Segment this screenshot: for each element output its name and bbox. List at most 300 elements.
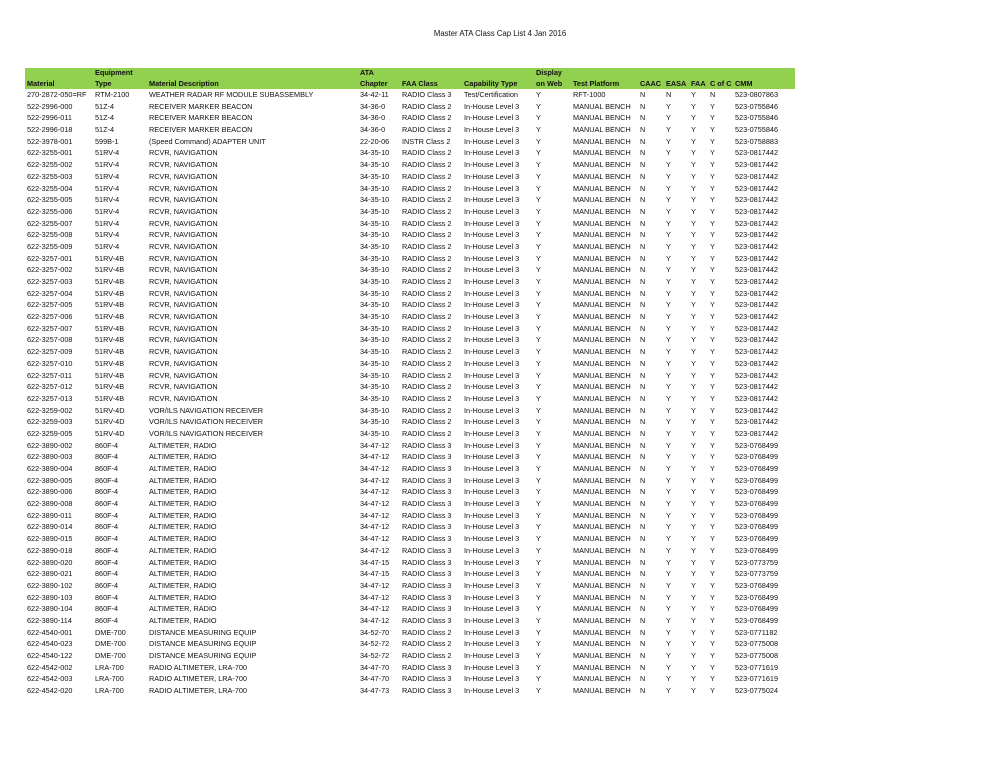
cell-faa-class: RADIO Class 2	[402, 358, 452, 368]
cell-material-description: RCVR, NAVIGATION	[149, 218, 218, 228]
cell-material: 622-3255-004	[27, 183, 73, 193]
cell-cmm: 523-0817442	[735, 393, 779, 403]
cell-display-on-web: Y	[536, 686, 541, 696]
cell-test-platform: MANUAL BENCH	[573, 393, 631, 403]
cell-capability-type: In-House Level 3	[464, 218, 520, 228]
cell-faa: Y	[691, 662, 696, 672]
cell-caac: N	[640, 288, 646, 298]
cell-material: 622-3890-003	[27, 452, 73, 462]
cell-equipment-type: 860F-4	[95, 545, 119, 555]
table-row	[25, 288, 795, 300]
cell-material: 270-2872-050=RF	[27, 90, 87, 99]
cell-cmm: 523-0768499	[735, 464, 779, 473]
cell-faa-class: RADIO Class 2	[402, 113, 452, 123]
cell-cmm: 523-0773759	[735, 569, 779, 579]
cell-caac: N	[640, 358, 646, 368]
table-row	[25, 510, 795, 522]
cell-capability-type: In-House Level 3	[464, 347, 520, 357]
table-row	[25, 545, 795, 557]
cell-easa: Y	[666, 615, 671, 625]
table-row	[25, 638, 795, 650]
cell-c-of-c: Y	[710, 288, 715, 298]
cell-faa: Y	[691, 90, 696, 99]
cell-material-description: RCVR, NAVIGATION	[149, 347, 218, 357]
cell-c-of-c: Y	[710, 218, 715, 228]
cell-faa: Y	[691, 545, 696, 555]
cell-material: 622-3259-005	[27, 428, 73, 438]
cell-easa: Y	[666, 452, 671, 462]
cell-ata-chapter: 34-35-10	[360, 417, 390, 427]
cell-test-platform: MANUAL BENCH	[573, 452, 631, 462]
cell-material: 622-3255-009	[27, 241, 73, 251]
cell-material: 622-3257-009	[27, 347, 73, 357]
cell-cmm: 523-0768499	[735, 475, 779, 485]
cell-c-of-c: Y	[710, 277, 715, 286]
cell-c-of-c: Y	[710, 674, 715, 684]
cell-equipment-type: 51RV-4D	[95, 428, 125, 438]
cell-cmm: 523-0817442	[735, 428, 779, 438]
cell-faa-class: RADIO Class 2	[402, 323, 452, 333]
cell-material-description: VOR/ILS NAVIGATION RECEIVER	[149, 428, 264, 438]
cell-ata-chapter: 34-35-10	[360, 300, 390, 310]
cell-display-on-web: Y	[536, 604, 541, 614]
cell-material: 622-3257-002	[27, 265, 73, 275]
cell-faa-class: RADIO Class 2	[402, 300, 452, 310]
cell-equipment-type: 51RV-4B	[95, 253, 125, 263]
cell-equipment-type: 51Z-4	[95, 101, 115, 111]
cell-ata-chapter: 34-35-10	[360, 288, 390, 298]
cell-material: 622-3890-014	[27, 522, 73, 532]
table-row	[25, 370, 795, 382]
cell-ata-chapter: 34-35-10	[360, 160, 390, 170]
cell-faa: Y	[691, 686, 696, 696]
cell-capability-type: In-House Level 3	[464, 487, 520, 497]
cell-cmm: 523-0817442	[735, 206, 779, 216]
table-row	[25, 136, 795, 148]
cell-material: 522-2996-018	[27, 125, 73, 135]
table-row	[25, 159, 795, 171]
table-row	[25, 498, 795, 510]
cell-equipment-type: 51RV-4B	[95, 335, 125, 345]
cell-display-on-web: Y	[536, 347, 541, 357]
cell-faa: Y	[691, 206, 696, 216]
cell-test-platform: MANUAL BENCH	[573, 136, 631, 146]
cell-capability-type: In-House Level 3	[464, 440, 520, 450]
cell-capability-type: In-House Level 3	[464, 300, 520, 310]
cell-material: 622-3890-103	[27, 592, 73, 602]
cell-faa-class: RADIO Class 2	[402, 651, 452, 660]
cell-equipment-type: 51RV-4B	[95, 288, 125, 298]
header-equipment-type: Type	[95, 78, 112, 88]
cell-equipment-type: LRA-700	[95, 662, 124, 672]
cell-material: 622-3257-006	[27, 312, 73, 322]
cell-easa: Y	[666, 312, 671, 322]
cell-display-on-web: Y	[536, 627, 541, 637]
cell-faa: Y	[691, 253, 696, 263]
header-equipment-type: Equipment	[95, 68, 133, 77]
cell-caac: N	[640, 686, 646, 696]
table-row	[25, 194, 795, 206]
cell-test-platform: MANUAL BENCH	[573, 545, 631, 555]
cell-c-of-c: Y	[710, 253, 715, 263]
cell-easa: Y	[666, 639, 671, 649]
cell-faa-class: RADIO Class 2	[402, 171, 452, 181]
cell-easa: Y	[666, 662, 671, 672]
cell-material: 622-3890-005	[27, 475, 73, 485]
cell-ata-chapter: 34-35-10	[360, 428, 390, 438]
cell-c-of-c: Y	[710, 370, 715, 380]
cell-test-platform: MANUAL BENCH	[573, 265, 631, 275]
cell-material-description: RECEIVER MARKER BEACON	[149, 125, 253, 135]
cell-faa-class: RADIO Class 2	[402, 218, 452, 228]
cell-c-of-c: Y	[710, 522, 715, 532]
cell-ata-chapter: 34-47-12	[360, 534, 390, 544]
cell-capability-type: In-House Level 3	[464, 265, 520, 275]
cell-easa: Y	[666, 522, 671, 532]
cell-cmm: 523-0775008	[735, 651, 779, 660]
cell-material-description: DISTANCE MEASURING EQUIP	[149, 627, 257, 637]
cell-faa-class: RADIO Class 2	[402, 241, 452, 251]
cell-test-platform: MANUAL BENCH	[573, 253, 631, 263]
cell-display-on-web: Y	[536, 288, 541, 298]
cell-display-on-web: Y	[536, 464, 541, 473]
table-row	[25, 183, 795, 195]
table-row	[25, 264, 795, 276]
cell-material-description: ALTIMETER, RADIO	[149, 557, 217, 567]
cell-caac: N	[640, 557, 646, 567]
cell-faa: Y	[691, 136, 696, 146]
cell-display-on-web: Y	[536, 277, 541, 286]
cell-easa: Y	[666, 195, 671, 205]
cell-material: 622-3890-104	[27, 604, 73, 614]
cell-capability-type: In-House Level 3	[464, 510, 520, 520]
cell-faa-class: RADIO Class 2	[402, 288, 452, 298]
cell-faa: Y	[691, 288, 696, 298]
table-row	[25, 603, 795, 615]
cell-material-description: ALTIMETER, RADIO	[149, 499, 217, 509]
table-row	[25, 463, 795, 475]
cell-cmm: 523-0768499	[735, 592, 779, 602]
cell-material-description: RCVR, NAVIGATION	[149, 277, 218, 286]
cell-test-platform: MANUAL BENCH	[573, 417, 631, 427]
cell-faa-class: RADIO Class 3	[402, 604, 452, 614]
cell-faa: Y	[691, 639, 696, 649]
cell-cmm: 523-0817442	[735, 265, 779, 275]
cell-faa-class: RADIO Class 2	[402, 253, 452, 263]
cell-material: 622-4542-020	[27, 686, 73, 696]
cell-caac: N	[640, 382, 646, 392]
cell-capability-type: In-House Level 3	[464, 674, 520, 684]
cell-material-description: RCVR, NAVIGATION	[149, 171, 218, 181]
cell-display-on-web: Y	[536, 651, 541, 660]
cell-material: 622-4542-002	[27, 662, 73, 672]
cell-c-of-c: Y	[710, 604, 715, 614]
table-row	[25, 311, 795, 323]
cell-equipment-type: RTM-2100	[95, 90, 130, 99]
cell-easa: Y	[666, 183, 671, 193]
cell-faa: Y	[691, 183, 696, 193]
cell-caac: N	[640, 253, 646, 263]
cell-material: 522-2996-000	[27, 101, 73, 111]
cell-capability-type: In-House Level 3	[464, 464, 520, 473]
cell-faa-class: RADIO Class 2	[402, 277, 452, 286]
cell-faa: Y	[691, 160, 696, 170]
cell-capability-type: In-House Level 3	[464, 195, 520, 205]
cell-material-description: RCVR, NAVIGATION	[149, 288, 218, 298]
table-row	[25, 521, 795, 533]
cell-c-of-c: Y	[710, 113, 715, 123]
header-faa: FAA	[691, 78, 706, 88]
cell-cmm: 523-0771619	[735, 674, 779, 684]
cell-equipment-type: DME-700	[95, 651, 126, 660]
cell-easa: Y	[666, 370, 671, 380]
cell-c-of-c: Y	[710, 428, 715, 438]
cell-cmm: 523-0768499	[735, 580, 779, 590]
cell-faa: Y	[691, 277, 696, 286]
header-faa-class: FAA Class	[402, 78, 438, 88]
cell-test-platform: MANUAL BENCH	[573, 183, 631, 193]
cell-equipment-type: 860F-4	[95, 464, 119, 473]
cell-easa: Y	[666, 136, 671, 146]
cell-material: 622-3890-114	[27, 615, 72, 625]
cell-c-of-c: Y	[710, 487, 715, 497]
cell-caac: N	[640, 160, 646, 170]
cell-caac: N	[640, 218, 646, 228]
cell-caac: N	[640, 347, 646, 357]
cell-test-platform: MANUAL BENCH	[573, 125, 631, 135]
cell-caac: N	[640, 545, 646, 555]
header-material	[25, 68, 93, 79]
cell-equipment-type: 51RV-4	[95, 206, 120, 216]
cell-material-description: ALTIMETER, RADIO	[149, 475, 217, 485]
cell-easa: Y	[666, 253, 671, 263]
cell-caac: N	[640, 639, 646, 649]
table-row	[25, 416, 795, 428]
cell-faa-class: RADIO Class 3	[402, 90, 452, 99]
cell-faa: Y	[691, 428, 696, 438]
cell-capability-type: In-House Level 3	[464, 288, 520, 298]
cell-material: 522-2996-011	[27, 113, 72, 123]
cell-material: 622-3890-004	[27, 464, 73, 473]
cell-c-of-c: Y	[710, 686, 715, 696]
cell-capability-type: In-House Level 3	[464, 312, 520, 322]
header-c-of-c: C of C	[710, 78, 732, 88]
cell-cmm: 523-0768499	[735, 487, 779, 497]
cell-c-of-c: Y	[710, 499, 715, 509]
cell-ata-chapter: 34-47-12	[360, 440, 390, 450]
cell-easa: Y	[666, 686, 671, 696]
cell-faa: Y	[691, 393, 696, 403]
cell-material-description: WEATHER RADAR RF MODULE SUBASSEMBLY	[149, 90, 314, 99]
cell-faa-class: RADIO Class 3	[402, 615, 452, 625]
cell-test-platform: MANUAL BENCH	[573, 510, 631, 520]
table-row	[25, 299, 795, 311]
cell-cmm: 523-0817442	[735, 382, 779, 392]
cell-caac: N	[640, 452, 646, 462]
cell-c-of-c: Y	[710, 452, 715, 462]
cell-ata-chapter: 34-35-10	[360, 393, 390, 403]
cell-caac: N	[640, 277, 646, 286]
cell-faa: Y	[691, 171, 696, 181]
cell-display-on-web: Y	[536, 241, 541, 251]
cell-easa: Y	[666, 101, 671, 111]
cell-easa: Y	[666, 428, 671, 438]
table-row	[25, 323, 795, 335]
cell-test-platform: MANUAL BENCH	[573, 206, 631, 216]
cell-ata-chapter: 34-47-70	[360, 674, 390, 684]
cell-cmm: 523-0817442	[735, 218, 779, 228]
cell-faa: Y	[691, 347, 696, 357]
cell-capability-type: In-House Level 3	[464, 592, 520, 602]
cell-display-on-web: Y	[536, 125, 541, 135]
cell-caac: N	[640, 125, 646, 135]
table-row	[25, 276, 795, 288]
cell-ata-chapter: 34-36-0	[360, 101, 386, 111]
cell-ata-chapter: 34-47-12	[360, 487, 390, 497]
cell-faa: Y	[691, 615, 696, 625]
cell-capability-type: In-House Level 3	[464, 604, 520, 614]
cell-capability-type: In-House Level 3	[464, 452, 520, 462]
cell-c-of-c: Y	[710, 615, 715, 625]
cell-cmm: 523-0817442	[735, 195, 779, 205]
cell-material: 622-3257-005	[27, 300, 73, 310]
table-row	[25, 685, 795, 697]
cell-easa: Y	[666, 382, 671, 392]
cell-material-description: (Speed Command) ADAPTER UNIT	[149, 136, 266, 146]
cell-test-platform: MANUAL BENCH	[573, 370, 631, 380]
cell-ata-chapter: 34-47-12	[360, 545, 390, 555]
cell-equipment-type: 51RV-4D	[95, 405, 125, 415]
cell-caac: N	[640, 312, 646, 322]
cell-capability-type: In-House Level 3	[464, 393, 520, 403]
cell-material-description: ALTIMETER, RADIO	[149, 452, 217, 462]
cell-ata-chapter: 34-35-10	[360, 358, 390, 368]
cell-c-of-c: Y	[710, 300, 715, 310]
cell-display-on-web: Y	[536, 393, 541, 403]
cell-test-platform: MANUAL BENCH	[573, 382, 631, 392]
cell-ata-chapter: 34-47-12	[360, 604, 390, 614]
table-row	[25, 171, 795, 183]
cell-faa-class: RADIO Class 2	[402, 125, 452, 135]
cell-c-of-c: Y	[710, 241, 715, 251]
cell-test-platform: MANUAL BENCH	[573, 627, 631, 637]
cell-test-platform: RFT-1000	[573, 90, 606, 99]
cell-test-platform: MANUAL BENCH	[573, 475, 631, 485]
table-row	[25, 673, 795, 685]
cell-display-on-web: Y	[536, 101, 541, 111]
cell-equipment-type: 860F-4	[95, 580, 119, 590]
cell-capability-type: In-House Level 3	[464, 662, 520, 672]
cell-caac: N	[640, 604, 646, 614]
cell-material-description: RCVR, NAVIGATION	[149, 241, 218, 251]
cell-material-description: ALTIMETER, RADIO	[149, 592, 217, 602]
cell-test-platform: MANUAL BENCH	[573, 522, 631, 532]
cell-caac: N	[640, 171, 646, 181]
cell-ata-chapter: 34-47-12	[360, 475, 390, 485]
cell-faa: Y	[691, 452, 696, 462]
cell-test-platform: MANUAL BENCH	[573, 639, 631, 649]
cell-display-on-web: Y	[536, 592, 541, 602]
cell-caac: N	[640, 662, 646, 672]
cell-ata-chapter: 34-47-12	[360, 580, 390, 590]
cell-material-description: ALTIMETER, RADIO	[149, 569, 217, 579]
cell-caac: N	[640, 569, 646, 579]
table-row	[25, 334, 795, 346]
cell-equipment-type: 51RV-4B	[95, 312, 125, 322]
cell-easa: Y	[666, 405, 671, 415]
cell-cmm: 523-0768499	[735, 452, 779, 462]
cell-caac: N	[640, 592, 646, 602]
cell-test-platform: MANUAL BENCH	[573, 101, 631, 111]
cell-c-of-c: Y	[710, 382, 715, 392]
cell-material-description: RCVR, NAVIGATION	[149, 183, 218, 193]
cell-test-platform: MANUAL BENCH	[573, 288, 631, 298]
cell-cmm: 523-0817442	[735, 183, 779, 193]
table-row	[25, 568, 795, 580]
cell-faa-class: RADIO Class 3	[402, 452, 452, 462]
cell-display-on-web: Y	[536, 218, 541, 228]
cell-equipment-type: 860F-4	[95, 615, 119, 625]
cell-caac: N	[640, 487, 646, 497]
cell-display-on-web: Y	[536, 545, 541, 555]
cell-c-of-c: Y	[710, 545, 715, 555]
cell-cmm: 523-0817442	[735, 288, 779, 298]
cell-material-description: ALTIMETER, RADIO	[149, 615, 217, 625]
cell-faa: Y	[691, 300, 696, 310]
cell-faa: Y	[691, 522, 696, 532]
header-material: Material	[27, 78, 55, 88]
cell-faa-class: RADIO Class 2	[402, 335, 452, 345]
table-row	[25, 627, 795, 639]
cell-material-description: DISTANCE MEASURING EQUIP	[149, 639, 257, 649]
cell-test-platform: MANUAL BENCH	[573, 405, 631, 415]
cell-c-of-c: Y	[710, 569, 715, 579]
cell-capability-type: In-House Level 3	[464, 160, 520, 170]
cell-faa-class: RADIO Class 3	[402, 522, 452, 532]
cell-capability-type: In-House Level 3	[464, 101, 520, 111]
cell-easa: Y	[666, 125, 671, 135]
cell-equipment-type: 860F-4	[95, 440, 119, 450]
cell-material: 622-3257-012	[27, 382, 73, 392]
cell-faa: Y	[691, 475, 696, 485]
cell-equipment-type: 860F-4	[95, 569, 119, 579]
cell-c-of-c: Y	[710, 580, 715, 590]
cell-easa: Y	[666, 230, 671, 240]
cell-ata-chapter: 34-35-10	[360, 148, 390, 158]
cell-material-description: RCVR, NAVIGATION	[149, 358, 218, 368]
cell-equipment-type: DME-700	[95, 627, 126, 637]
cell-caac: N	[640, 522, 646, 532]
header-easa	[664, 68, 689, 79]
cell-capability-type: In-House Level 3	[464, 230, 520, 240]
cell-faa-class: RADIO Class 3	[402, 592, 452, 602]
cell-caac: N	[640, 475, 646, 485]
cell-c-of-c: Y	[710, 534, 715, 544]
cell-easa: Y	[666, 160, 671, 170]
cell-test-platform: MANUAL BENCH	[573, 113, 631, 123]
cell-capability-type: In-House Level 3	[464, 639, 520, 649]
header-c-of-c	[708, 68, 733, 79]
cell-capability-type: In-House Level 3	[464, 125, 520, 135]
cell-cmm: 523-0817442	[735, 171, 779, 181]
cell-display-on-web: Y	[536, 230, 541, 240]
cell-faa-class: RADIO Class 3	[402, 534, 452, 544]
cell-capability-type: In-House Level 3	[464, 241, 520, 251]
cell-capability-type: In-House Level 3	[464, 651, 520, 660]
cell-test-platform: MANUAL BENCH	[573, 580, 631, 590]
cell-material: 622-3259-002	[27, 405, 73, 415]
table-row	[25, 533, 795, 545]
